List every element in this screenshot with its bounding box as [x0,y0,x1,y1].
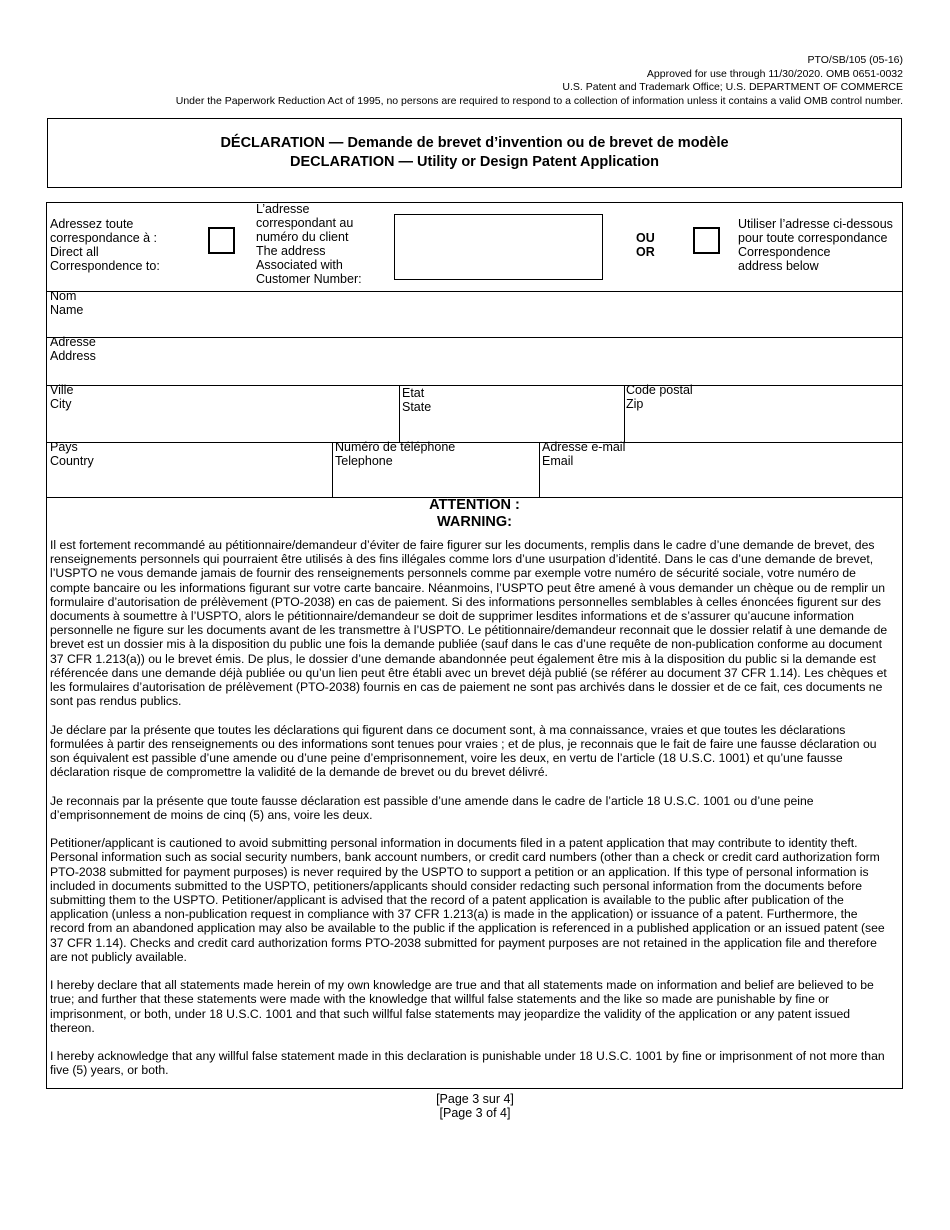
warning-title [47,497,902,531]
page-footer [0,1092,950,1120]
customer-fr-line1: L’adresse [256,202,310,216]
address-below-checkbox[interactable] [693,227,720,254]
country-label [50,440,94,468]
state-field[interactable] [400,386,624,442]
email-field[interactable] [540,440,902,497]
below-en-line1: Correspondence [738,245,831,259]
warning-paragraph-fr-declaration: Je déclare par la présente que toutes les déclarations qui figurent dans ce document sont, à ma connaissance, vraies et que toutes les déclarations formulées à partir des renseignements ou des informations sont tenues pour vraies ; et de plus, je reconnais que le fait de faire une fausse déclaration ou son équivalent est passible d’une amende ou d’une peine d’emprisonnement, voire les deux, en vertu de l’article (18 U.S.C. 1001) et qu’une fausse déclaration risque de compromettre la validité de la demande de brevet ou du brevet délivré. [50,722,877,780]
warning-paragraph-en-declaration: I hereby declare that all statements made herein of my own knowledge are true and that all statements made on information and belief are believed to be true; and further that these statements were made with the knowledge that willful false statements and the like so made are punishable by fine or imprisonment, or both, under 18 U.S.C. 1001 and that such willful false statements may jeopardize the validity of the application or any patent issued thereon. [50,978,874,1035]
or-fr: OU [636,231,655,245]
declaration-form [46,202,903,1089]
zip-fr: Code postal [626,383,693,397]
telephone-field[interactable] [333,440,539,497]
country-field[interactable] [47,440,332,497]
direct-en-line1: Direct all [50,245,99,259]
warning-paragraph-en-acknowledge: I hereby acknowledge that any willful false statement made in this declaration is punishable under 18 U.S.C. 1001 by fine or imprisonment of not more than five (5) years, or both. [50,1049,885,1078]
address-en: Address [50,349,96,363]
address-label [50,335,96,363]
page-number-fr: [Page 3 sur 4] [436,1092,514,1106]
city-label [50,383,73,411]
email-label [542,440,625,468]
warning-paragraph-en-privacy: Petitioner/applicant is cautioned to avoid submitting personal information in documents filed in a patent application that may contribute to identity theft. Personal information such as social security numbers, bank account numbers, or credit card numbers (other than a check or credit card authorization form PTO-2038 submitted for payment purposes) is never required by the USPTO to support a petition or an application. If this type of personal information is included in documents submitted to the USPTO, petitioners/applicants should consider redacting such personal information from the documents before submitting them to the USPTO. Petitioner/applicant is advised that the record of a patent application is available to the public after publication of the application (unless a non-publication request in compliance with 37 CFR 1.213(a) is made in the application) or issuance of a patent. Furthermore, the record from an abandoned application may also be available to the public if the application is referenced in a published application or an issued patent (see 37 CFR 1.14). Checks and credit card authorization forms PTO-2038 submitted for payment purposes are not retained in the application file and therefore are not publicly available. [50,836,885,964]
name-label [50,289,83,317]
or-label [636,231,655,259]
telephone-fr: Numéro de téléphone [335,440,456,454]
state-en: State [402,400,432,414]
title-english: DECLARATION — Utility or Design Patent Application [290,154,659,170]
title-box [47,118,902,188]
form-number: PTO/SB/105 (05-16) [807,54,903,66]
country-en: Country [50,454,94,468]
name-fr: Nom [50,289,77,303]
omb-approval: Approved for use through 11/30/2020. OMB 0651-0032 [646,67,903,80]
or-en: OR [636,245,655,259]
title-french-rest: — Demande de brevet d’invention ou de brevet de modèle [324,135,729,151]
warning-paragraph-fr-privacy: Il est fortement recommandé au pétitionnaire/demandeur d’éviter de faire figurer sur les documents, remplis dans le cadre d’une demande de brevet, des renseignements personnels qui pourraient être utilisés à des fins illégales comme lors d’une usurpation d’identité. Dans le cas d’une demande de brevet, l’USPTO ne vous demande jamais de fournir des renseignements personnels comme par exemple votre numéro de sécurité sociale, votre numéro de compte bancaire ou les informations figurant sur votre carte bancaire. Néanmoins, l’USPTO peut être amené à vous demander un chèque ou de remplir un formulaire d’autorisation de prélèvement (PTO-2038) en cas de paiement. Si des informations personnelles semblables à celles énoncées figurent sur des documents à soumettre à l’USPTO, alors le pétitionnaire/demandeur se doit de supprimer lesdites informations et de s’assurer qu’aucune information personnelle ne figure sur les documents avant de les transmettre à l’USPTO. Le pétitionnaire/demandeur reconnait que le dossier relatif à une demande de brevet est un dossier mis à la disposition du public une fois la demande publiée (sauf dans le cas d’une requête de non-publication conforme au document 37 CFR 1.213(a)) ou le brevet émis. De plus, le dossier d’une demande abandonnée peut également être mis à la disposition du public si la demande est référencée dans une demande déjà publiée ou qu’un lien peut être établi avec un brevet déjà publié (se référer au document 37 CFR 1.14). Les chèques et les formulaires d’autorisation de prélèvement (PTO-2038) fournis en cas de paiement ne sont pas archivés dans le dossier et de ce fait, ces documents ne sont pas rendus publics. [50,538,888,709]
city-fr: Ville [50,383,74,397]
telephone-en: Telephone [335,454,393,468]
name-field[interactable] [47,289,902,337]
telephone-label [335,440,455,468]
customer-number-label [256,202,362,286]
below-fr-line1: Utiliser l’adresse ci-dessous [738,217,893,231]
warning-title-fr: ATTENTION : [429,497,520,513]
customer-en-line3: Customer Number: [256,272,362,286]
city-en: City [50,397,72,411]
address-field[interactable] [47,335,902,385]
customer-number-checkbox[interactable] [208,227,235,254]
direct-fr-line1: Adressez toute [50,217,134,231]
city-field[interactable] [47,383,399,442]
customer-fr-line2: correspondant au [256,216,354,230]
agency-name: U.S. Patent and Trademark Office; U.S. DEPARTMENT OF COMMERCE [562,81,903,93]
email-en: Email [542,454,574,468]
zip-label [626,383,693,411]
paperwork-notice: Under the Paperwork Reduction Act of 1995, no persons are required to respond to a collection of information unless it contains a valid OMB control number. [175,94,903,107]
address-below-label [738,217,893,273]
email-fr: Adresse e-mail [542,440,626,454]
zip-en: Zip [626,397,644,411]
country-fr: Pays [50,440,78,454]
customer-fr-line3: numéro du client [256,230,349,244]
state-label [402,386,431,414]
state-fr: Etat [402,386,425,400]
customer-en-line1: The address [256,244,326,258]
form-header [43,54,903,108]
address-fr: Adresse [50,335,96,349]
below-en-line2: address below [738,259,819,273]
warning-text [50,538,894,1092]
title-french-word: DÉCLARATION [220,135,325,151]
warning-title-en: WARNING: [437,514,512,530]
direct-en-line2: Correspondence to: [50,259,160,273]
direct-fr-line2: correspondance à : [50,231,158,245]
customer-en-line2: Associated with [256,258,343,272]
title-french [48,134,901,153]
customer-number-input[interactable] [394,214,603,280]
page-number-en: [Page 3 of 4] [439,1106,511,1120]
name-en: Name [50,303,84,317]
below-fr-line2: pour toute correspondance [738,231,888,245]
zip-field[interactable] [625,383,902,442]
direct-correspondence-label [50,217,160,273]
warning-paragraph-fr-acknowledge: Je reconnais par la présente que toute fausse déclaration est passible d’une amende dans le cadre de l’article 18 U.S.C. 1001 ou d’une peine d’emprisonnement de moins de cinq (5) ans, voire les deux. [50,793,814,822]
